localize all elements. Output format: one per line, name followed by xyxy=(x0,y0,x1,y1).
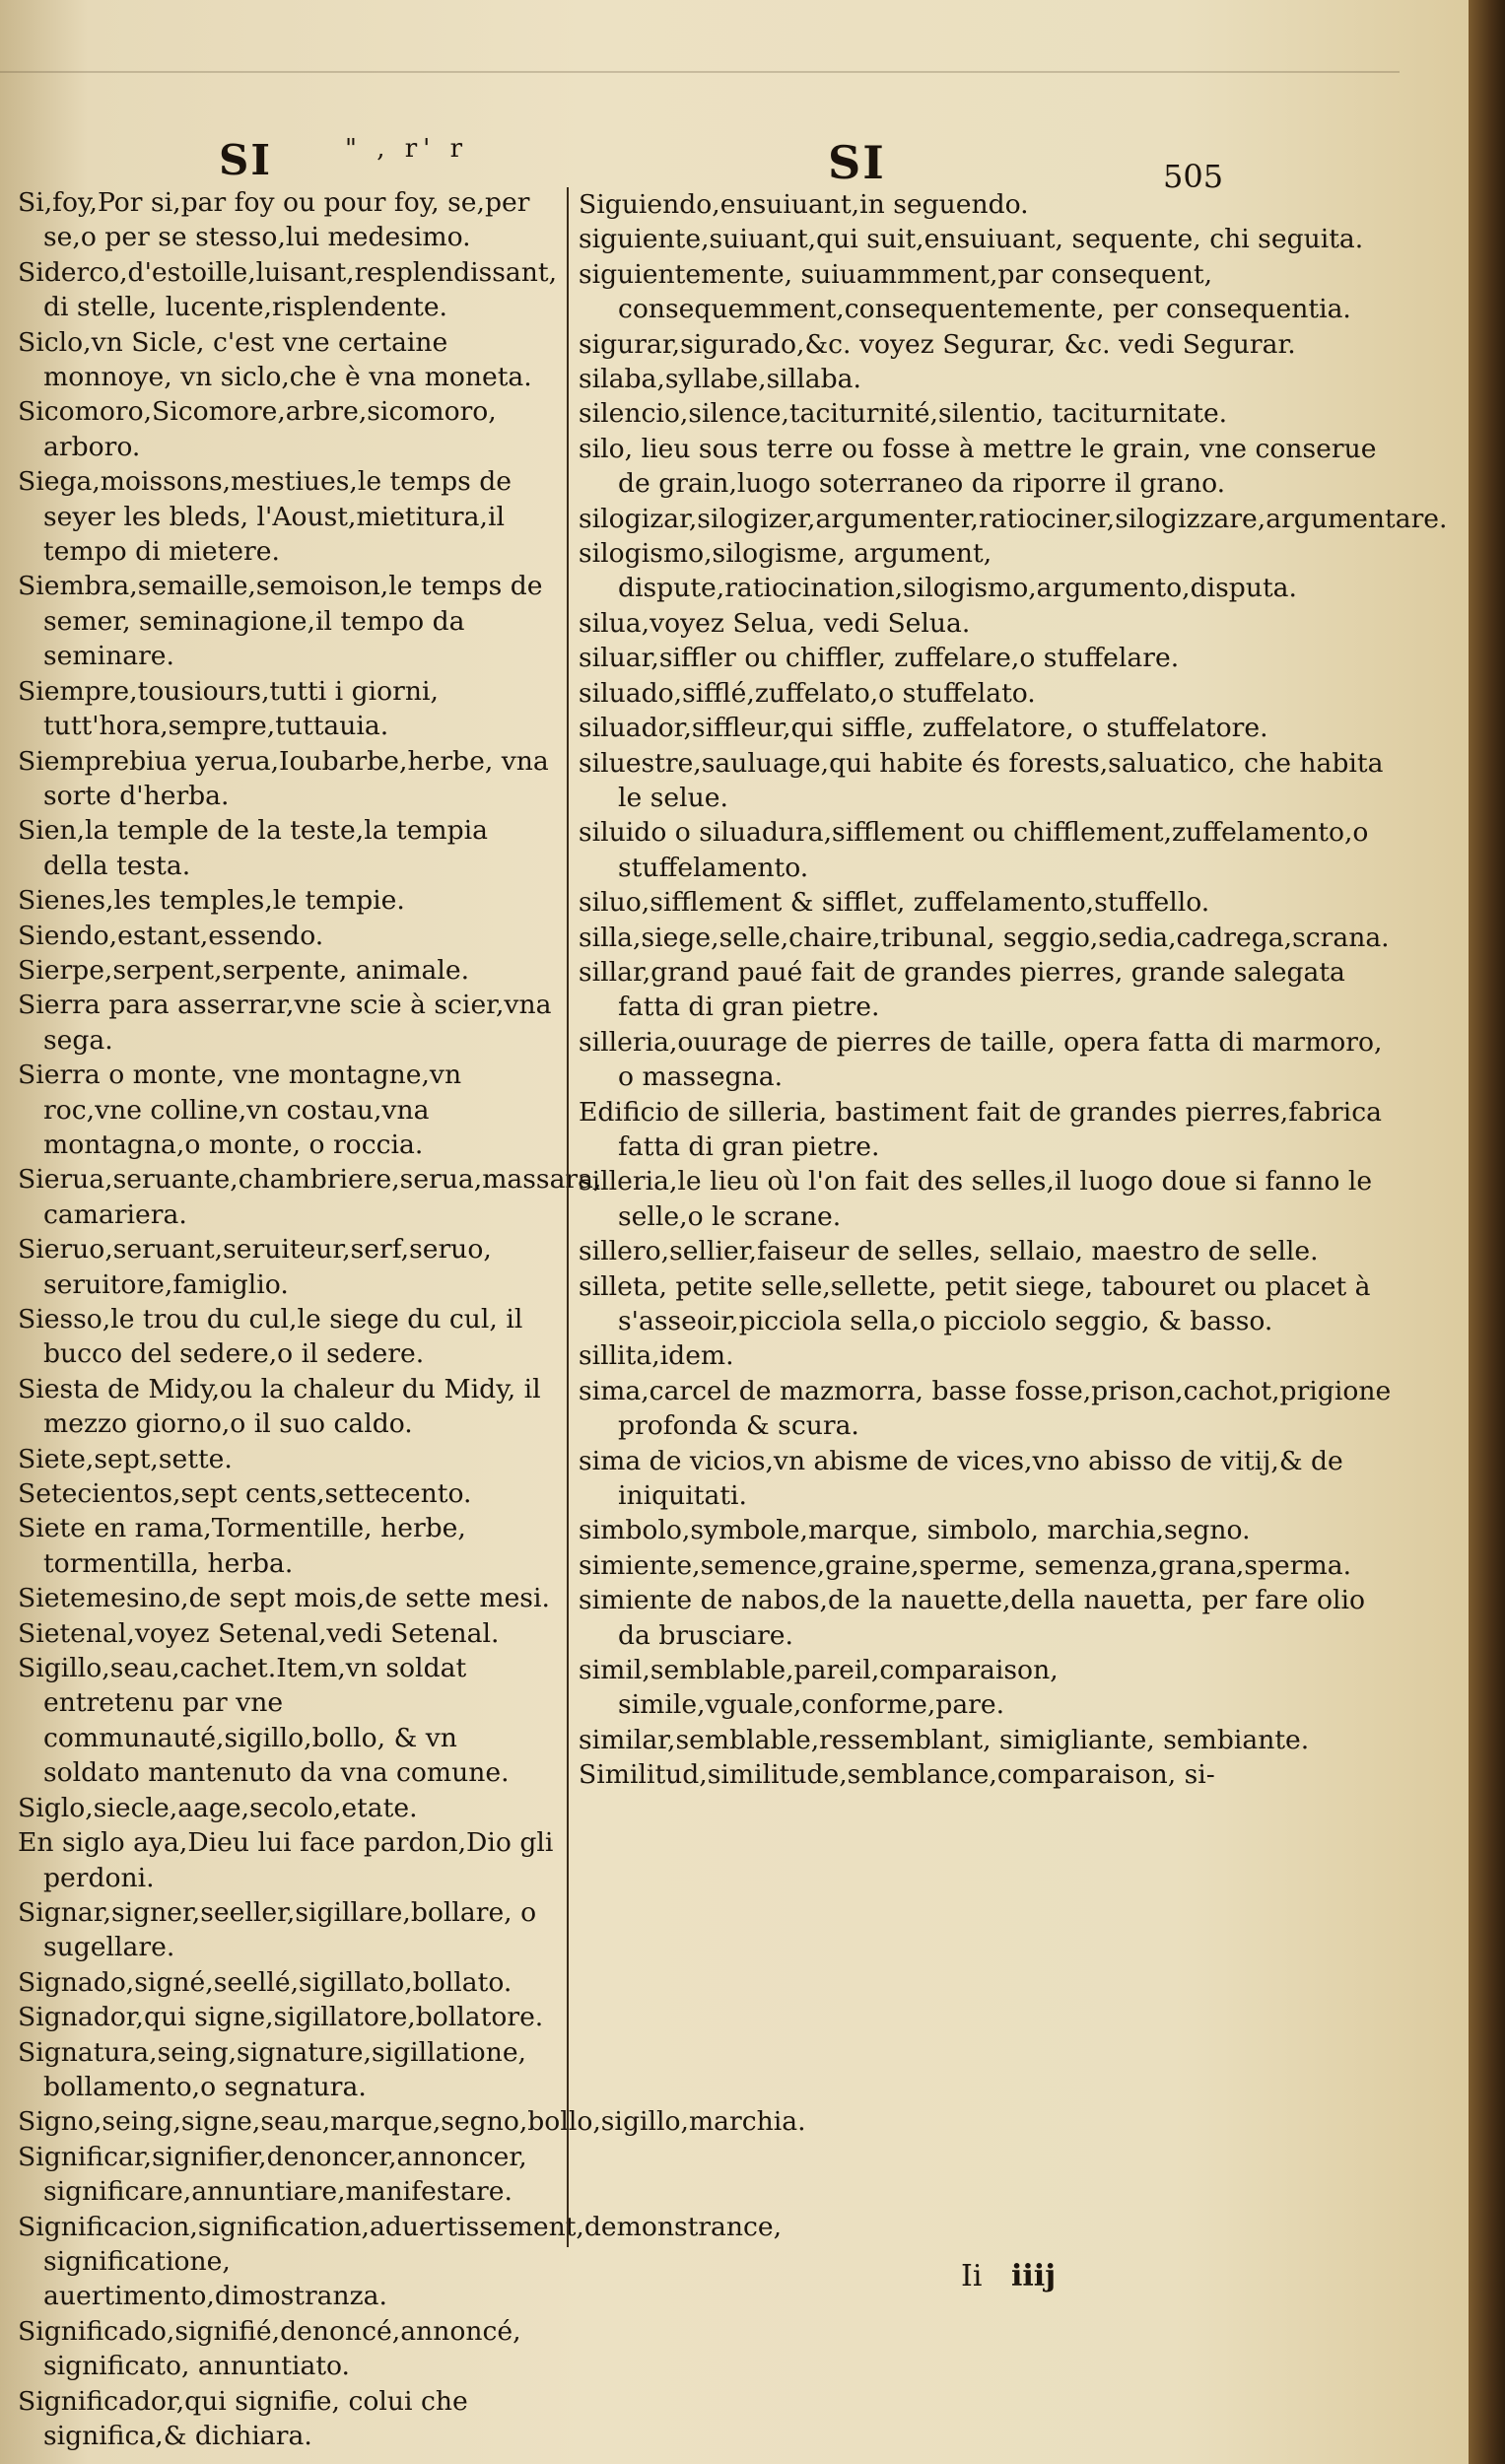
dictionary-entry: Sicomoro,Sicomore,arbre,sicomoro, arboro. xyxy=(18,396,497,462)
dictionary-entry: sima,carcel de mazmorra, basse fosse,prison,cachot,prigione profonda & scura. xyxy=(579,1375,1392,1442)
dictionary-entry: similar,semblable,ressemblant, simigliante, sembiante. xyxy=(579,1724,1310,1755)
dictionary-entry: Signo,seing,signe,seau,marque,segno,bollo,sigillo,marchia. xyxy=(18,2106,806,2138)
dictionary-entry: Sierpe,serpent,serpente, animale. xyxy=(18,954,470,986)
dictionary-entry: Siempre,tousiours,tutti i giorni, tutt'hora,sempre,tuttauia. xyxy=(18,675,439,742)
right-running-head: SI xyxy=(828,136,886,189)
dictionary-entry: Significado,signifié,denoncé,annoncé, significato, annuntiato. xyxy=(18,2315,521,2382)
dictionary-entry: siluar,siffler ou chiffler, zuffelare,o stuffelare. xyxy=(579,643,1180,674)
book-binding-edge xyxy=(1469,0,1505,2464)
dictionary-entry: Signado,signé,seellé,sigillato,bollato. xyxy=(18,1966,513,1998)
dictionary-entry: sima de vicios,vn abisme de vices,vno abisso de vitij,& de iniquitati. xyxy=(579,1445,1343,1512)
dictionary-entry: Significacion,signification,aduertissement,demonstrance, significatione, auertimento,dimostranza. xyxy=(18,2211,783,2312)
dictionary-entry: Siesso,le trou du cul,le siege du cul, il bucco del sedere,o il sedere. xyxy=(18,1304,523,1370)
dictionary-entry: simbolo,symbole,marque, simbolo, marchia,segno. xyxy=(579,1515,1251,1546)
dictionary-entry: siguientemente, suiuammment,par consequent, consequemment,consequentemente, per consequentia. xyxy=(579,258,1351,325)
dictionary-entry: Sierua,seruante,chambriere,serua,massara, camariera. xyxy=(18,1164,602,1230)
dictionary-entry: Siega,moissons,mestiues,le temps de seyer les bleds, l'Aoust,mietitura,il tempo di mietere. xyxy=(18,466,513,568)
dictionary-entry: Siclo,vn Sicle, c'est vne certaine monnoye, vn siclo,che è vna moneta. xyxy=(18,326,532,393)
dictionary-entry: silla,siege,selle,chaire,tribunal, seggio,sedia,cadrega,scrana. xyxy=(579,922,1390,953)
dictionary-entry: Siembra,semaille,semoison,le temps de semer, seminagione,il tempo da seminare. xyxy=(18,571,543,672)
dictionary-entry: Significar,signifier,denoncer,annoncer, significare,annuntiare,manifestare. xyxy=(18,2141,527,2208)
dictionary-entry: En siglo aya,Dieu lui face pardon,Dio gli perdoni. xyxy=(18,1827,554,1893)
dictionary-entry: siguiente,suiuant,qui suit,ensuiuant, sequente, chi seguita. xyxy=(579,224,1364,255)
dictionary-entry: Significador,qui signifie, colui che significa,& dichiara. xyxy=(18,2385,468,2451)
dictionary-entry: silogizar,silogizer,argumenter,ratiociner,silogizzare,argumentare. xyxy=(579,503,1448,534)
dictionary-entry: silleta, petite selle,sellette, petit siege, tabouret ou placet à s'asseoir,picciola sella,o picciolo seggio, & basso. xyxy=(579,1270,1371,1336)
dictionary-entry: Sien,la temple de la teste,la tempia della testa. xyxy=(18,815,489,881)
dictionary-entry: siluado,sifflé,zuffelato,o stuffelato. xyxy=(579,677,1036,709)
right-dictionary-column xyxy=(567,187,1448,2247)
dictionary-entry: siluador,siffleur,qui siffle, zuffelatore, o stuffelatore. xyxy=(579,713,1268,744)
dictionary-entry: silogismo,silogisme, argument, dispute,ratiocination,silogismo,argumento,disputa. xyxy=(579,538,1297,604)
dictionary-entry: Sietenal,voyez Setenal,vedi Setenal. xyxy=(18,1617,500,1649)
dictionary-entry: Sieruo,seruant,seruiteur,serf,seruo, seruitore,famiglio. xyxy=(18,1234,492,1300)
dictionary-entry: silaba,syllabe,sillaba. xyxy=(579,364,861,395)
dictionary-entry: Siemprebiua yerua,Ioubarbe,herbe, vna sorte d'herba. xyxy=(18,745,549,811)
dictionary-entry: Siglo,siecle,aage,secolo,etate. xyxy=(18,1792,418,1823)
dictionary-entry: sillar,grand paué fait de grandes pierres, grande salegata fatta di gran pietre. xyxy=(579,956,1345,1023)
dictionary-entry: Siete en rama,Tormentille, herbe, tormentilla, herba. xyxy=(18,1513,466,1579)
left-head-marks: " , r' r xyxy=(345,134,469,164)
signature-number: iiij xyxy=(1011,2259,1057,2293)
dictionary-entry: Siete,sept,sette. xyxy=(18,1443,233,1474)
dictionary-entry: sigurar,sigurado,&c. voyez Segurar, &c. vedi Segurar. xyxy=(579,328,1296,360)
dictionary-entry: Sietemesino,de sept mois,de sette mesi. xyxy=(18,1583,550,1614)
dictionary-entry: Siendo,estant,essendo. xyxy=(18,920,324,951)
dictionary-entry: Signar,signer,seeller,sigillare,bollare, o sugellare. xyxy=(18,1896,537,1963)
signature-mark xyxy=(961,2259,1056,2293)
dictionary-entry: Sierra o monte, vne montagne,vn roc,vne colline,vn costau,vna montagna,o monte, o roccia. xyxy=(18,1060,462,1160)
dictionary-entry: siluo,sifflement & sifflet, zuffelamento,stuffello. xyxy=(579,887,1210,919)
dictionary-entry: silencio,silence,taciturnité,silentio, taciturnitate. xyxy=(579,398,1228,430)
dictionary-entry: Siesta de Midy,ou la chaleur du Midy, il mezzo giorno,o il suo caldo. xyxy=(18,1373,541,1440)
dictionary-entry: Siguiendo,ensuiuant,in seguendo. xyxy=(579,189,1029,220)
dictionary-entry: Signador,qui signe,sigillatore,bollatore. xyxy=(18,2002,544,2033)
dictionary-entry: Sierra para asserrar,vne scie à scier,vna sega. xyxy=(18,990,552,1056)
dictionary-entry: Sienes,les temples,le tempie. xyxy=(18,885,405,917)
dictionary-entry: silo, lieu sous terre ou fosse à mettre le grain, vne conserue de grain,luogo soterraneo da riporre il grano. xyxy=(579,433,1377,500)
dictionary-entry: sillita,idem. xyxy=(579,1340,734,1372)
dictionary-entry: Setecientos,sept cents,settecento. xyxy=(18,1478,472,1510)
dictionary-entry: Sigillo,seau,cachet.Item,vn soldat entretenu par vne communauté,sigillo,bollo, & vn soldato mantenuto da vna comune. xyxy=(18,1653,510,1789)
dictionary-entry: silua,voyez Selua, vedi Selua. xyxy=(579,607,971,639)
dictionary-entry: simiente de nabos,de la nauette,della nauetta, per fare olio da brusciare. xyxy=(579,1585,1366,1651)
dictionary-entry: Signatura,seing,signature,sigillatione, bollamento,o segnatura. xyxy=(18,2036,527,2102)
dictionary-entry: Edificio de silleria, bastiment fait de grandes pierres,fabrica fatta di gran pietre. xyxy=(579,1096,1382,1162)
dictionary-entry: siluido o siluadura,sifflement ou chifflement,zuffelamento,o stuffelamento. xyxy=(579,817,1369,883)
dictionary-entry: simiente,semence,graine,sperme, semenza,grana,sperma. xyxy=(579,1549,1352,1581)
dictionary-entry: silleria,ouurage de pierres de taille, opera fatta di marmoro, o massegna. xyxy=(579,1026,1383,1093)
dictionary-entry: sillero,sellier,faiseur de selles, sellaio, maestro de selle. xyxy=(579,1236,1319,1267)
top-edge-rule xyxy=(0,71,1400,73)
dictionary-entry: simil,semblable,pareil,comparaison, simile,vguale,conforme,pare. xyxy=(579,1655,1059,1721)
page-number: 505 xyxy=(1163,158,1224,195)
signature-letter: Ii xyxy=(961,2259,983,2293)
dictionary-entry: Si,foy,Por si,par foy ou pour foy, se,per se,o per se stesso,lui medesimo. xyxy=(18,187,530,253)
dictionary-entry: Siderco,d'estoille,luisant,resplendissant, di stelle, lucente,risplendente. xyxy=(18,256,558,323)
left-running-head: SI xyxy=(219,136,272,184)
dictionary-entry: silleria,le lieu où l'on fait des selles,il luogo doue si fanno le selle,o le scrane. xyxy=(579,1166,1373,1232)
dictionary-entry: siluestre,sauluage,qui habite és forests,saluatico, che habita le selue. xyxy=(579,747,1384,813)
dictionary-entry: Similitud,similitude,semblance,comparaison, si- xyxy=(579,1759,1215,1791)
